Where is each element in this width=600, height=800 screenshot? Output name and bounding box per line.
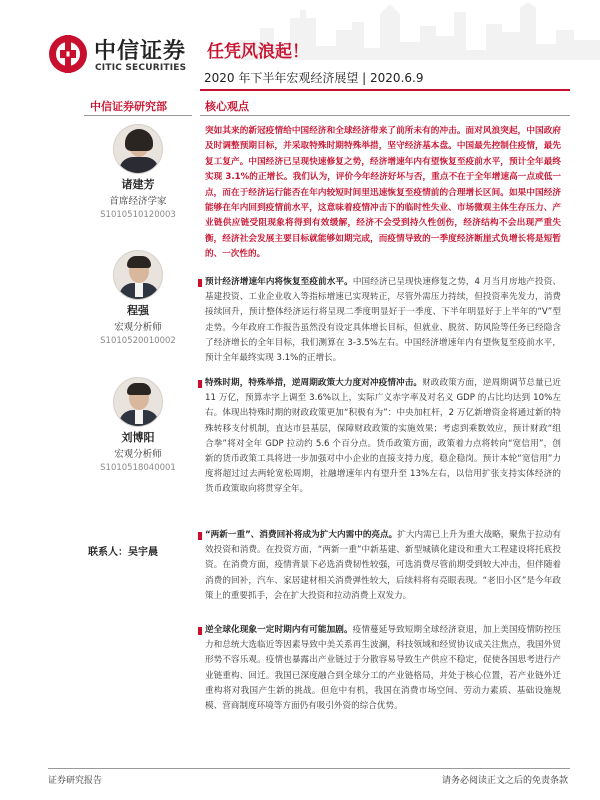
analyst-license-id: S1010520010002 bbox=[100, 336, 176, 346]
sidebar-divider bbox=[84, 115, 192, 116]
analyst-name: 程强 bbox=[127, 304, 149, 317]
key-point-text: 疫情蔓延导致短期全球经济衰退，加上美国疫情防控压力和总统大选临近等因素导致中美关系再生波澜，科技领域和经贸协议成关注焦点，我国外贸形势不容乐观。疫情也暴露出产业链过于分散容易导致生产供应不稳定，促使各国思考进行产业链重构、回迁。我国已深度融合到全球分工的产业链格局，并处于核心位置，若产业链外迁重构将对我国产生新的挑战。但危中有机，我国在消费市场空间、劳动力素质、基础设施规模、营商制度环境等方面仍有吸引外资的综合优势。 bbox=[205, 625, 561, 712]
header-divider bbox=[200, 89, 570, 91]
key-point-lead: 预计经济增速年内将恢复至疫前水平。 bbox=[205, 277, 353, 287]
report-subtitle: 2020 年下半年宏观经济展望 | 2020.6.9 bbox=[204, 71, 424, 85]
logo-english-text: CITIC SECURITIES bbox=[95, 63, 187, 73]
sidebar-heading: 中信证券研究部 bbox=[90, 100, 167, 113]
main-heading: 核心观点 bbox=[205, 100, 249, 113]
citic-logo-icon bbox=[48, 34, 88, 74]
key-point-lead: “两新一重”、消费回补将成为扩大内需中的亮点。 bbox=[205, 530, 398, 540]
analyst-name: 诸建芳 bbox=[121, 178, 155, 191]
analyst-title: 宏观分析师 bbox=[114, 322, 162, 333]
logo-chinese-text: 中信证券 bbox=[94, 39, 187, 64]
key-point-text: 中国经济已呈现快速修复之势，4 月当月房地产投资、基建投资、工业企业收入等指标增速已实现转正，尽管外需压力持续，但投资率先发力，消费接续回升，预计整体经济运行将呈现二季度明显好于一季度、下半年明显好于上半年的“V”型走势。今年政府工作报告虽然没有设定具体增长目标，但就业、脱贫、防风险等任务已经隐含了经济增长的全年目标，我们测算在 3-3.5%左右。中国经济增速年内有望恢复至疫前水平，预计全年最终实现 3.1%的正增长。 bbox=[205, 277, 561, 364]
analyst-card bbox=[84, 377, 192, 474]
analyst-card bbox=[84, 250, 192, 347]
avatar bbox=[113, 124, 163, 174]
footer-report-type: 证券研究报告 bbox=[48, 776, 103, 786]
avatar bbox=[113, 250, 163, 300]
analyst-name: 刘博阳 bbox=[121, 431, 155, 444]
summary-paragraph: 突如其来的新冠疫情给中国经济和全球经济带来了前所未有的冲击。面对风浪突起，中国政府及时调整预期目标，并采取特殊时期特殊举措，坚守经济基本盘。中国最先控制住疫情，最先复工复产。中国经济已呈现快速修复之势，经济增速年内有望恢复至疫前水平，预计全年最终实现 3.1%的正增长。我们认为，评价今年经济好坏与否，重点不在于全年增速高一点或低一点，而在于经济运行能否在年内较短时间里迅速恢复至疫情前的合理增长区间。如果中国经济能够在年内回到疫情前水平，这意味着疫情冲击下的临时性失业、市场微观主体生存压力、产业链供应链受阻现象将得到有效缓解，经济不会受到持久性创伤，经济结构不会出现严重失衡，经济社会发展主要目标就能够如期完成，而疫情导致的一季度经济断崖式负增长将是短暂的、一次性的。 bbox=[205, 126, 561, 260]
avatar bbox=[113, 377, 163, 427]
key-point bbox=[205, 623, 561, 714]
company-logo bbox=[48, 30, 198, 80]
key-point-lead: 逆全球化现象一定时期内有可能加剧。 bbox=[205, 625, 353, 635]
contact-person: 联系人：吴宇晨 bbox=[88, 547, 158, 558]
analyst-card bbox=[84, 124, 192, 221]
report-title: 任凭风浪起！ bbox=[207, 42, 309, 62]
main-divider bbox=[200, 115, 570, 116]
analyst-license-id: S1010510120003 bbox=[100, 210, 176, 220]
key-point-lead: 特殊时期，特殊举措，逆周期政策大力度对冲疫情冲击。 bbox=[205, 378, 423, 388]
key-point bbox=[205, 275, 561, 366]
key-point-text: 财政政策方面，逆周期调节总量已近 11 万亿，预算赤字上调至 3.6%以上，实际广义赤字率及对名义 GDP 的占比均达到 10%左右。体现出特殊时期的财政政策更加“积极有为”：中央加杠杆，2 万亿新增资金将通过新的特殊转移支付机制，直达市县基层，保障财政政策的实施效果；考虑到乘数效应，预计财政“组合拳”将对全年 GDP 拉动约 5.6 个百分点。货币政策方面，政策着力点将转向“宽信用”，创新的货币政策工具将进一步加强对中小企业的直接支持力度，稳企稳岗。预计本轮“宽信用”力度将超过过去两轮宽松周期，社融增速年内有望升至 13%左右，以信用扩张支持实体经济的货币政策取向将贯穿全年。 bbox=[205, 378, 561, 495]
key-point-text: 扩大内需已上升为重大战略，聚焦于拉动有效投资和消费。在投资方面，“两新一重”中新基建、新型城镇化建设和重大工程建设将托底投资。在消费方面，疫情背景下必选消费韧性较强，可选消费尽管前期受到较大冲击，但伴随着消费的回补，汽车、家居建材相关消费弹性较大，后续料将有亮眼表现。“老旧小区”是今年政策上的重要抓手，会在扩大投资和拉动消费上双发力。 bbox=[205, 530, 561, 601]
analyst-title: 宏观分析师 bbox=[114, 449, 162, 460]
key-point bbox=[205, 528, 561, 604]
analyst-title: 首席经济学家 bbox=[109, 196, 167, 207]
footer-disclaimer: 请务必阅读正文之后的免责条款 bbox=[441, 776, 568, 786]
footer-divider bbox=[48, 768, 570, 769]
key-point bbox=[205, 376, 561, 498]
analyst-license-id: S1010518040001 bbox=[100, 463, 176, 473]
